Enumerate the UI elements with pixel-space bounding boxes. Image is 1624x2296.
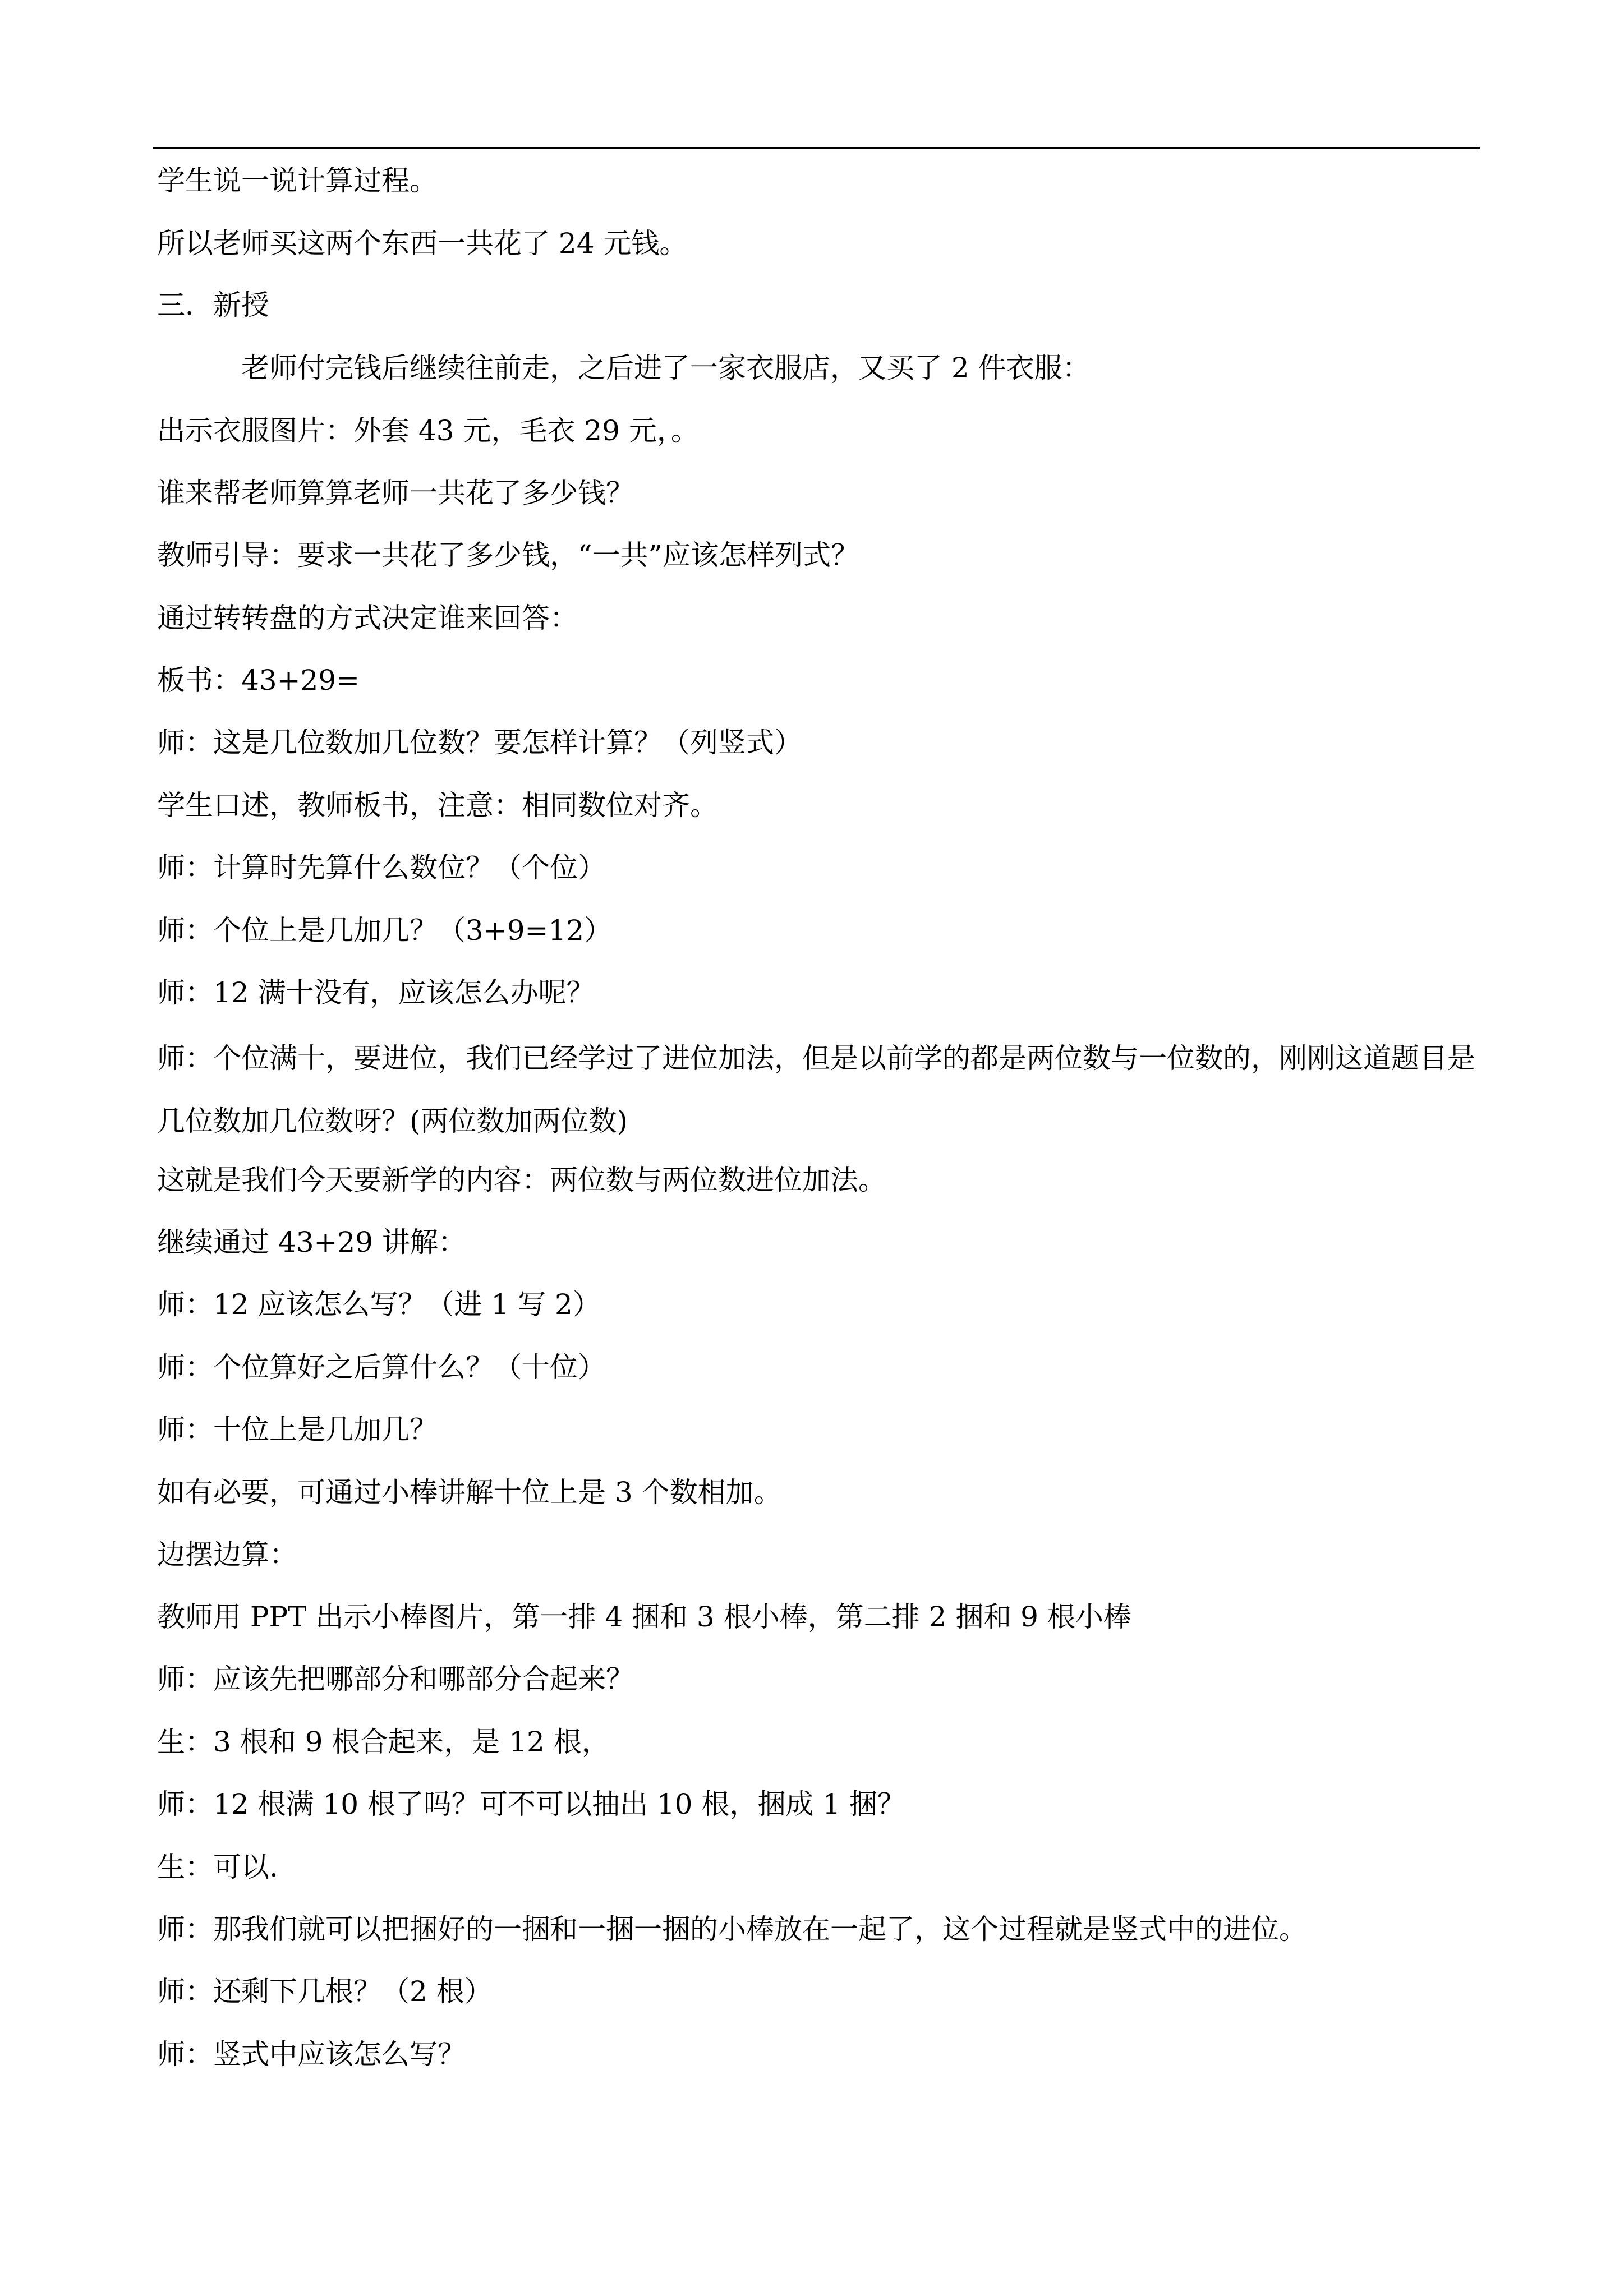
paragraph-line: 这就是我们今天要新学的内容：两位数与两位数进位加法。 [157,1164,886,1196]
paragraph-line: 师：12 应该怎么写？（进 1 写 2） [157,1288,601,1321]
paragraph-line: 师：这是几位数加几位数？要怎样计算？（列竖式） [157,726,802,759]
paragraph-line: 师：计算时先算什么数位？（个位） [157,851,606,884]
header-rule [153,147,1480,149]
paragraph-line: 师：竖式中应该怎么写？ [157,2038,466,2071]
paragraph-line: 谁来帮老师算算老师一共花了多少钱？ [157,477,634,509]
paragraph-line: 边摆边算： [157,1538,297,1571]
section-heading: 三．新授 [157,289,269,321]
paragraph-line: 所以老师买这两个东西一共花了 24 元钱。 [157,227,688,260]
paragraph-line: 如有必要，可通过小棒讲解十位上是 3 个数相加。 [157,1476,782,1509]
paragraph-line: 师：十位上是几加几？ [157,1413,438,1446]
paragraph-line: 师：个位上是几加几？（3+9=12） [157,914,613,947]
paragraph-line: 师：个位算好之后算什么？（十位） [157,1351,606,1384]
paragraph-line: 师：应该先把哪部分和哪部分合起来？ [157,1663,634,1695]
paragraph-line: 继续通过 43+29 讲解： [157,1226,466,1258]
paragraph-line: 师：12 满十没有，应该怎么办呢？ [157,976,595,1009]
paragraph-line: 学生口述，教师板书，注意：相同数位对齐。 [157,789,718,822]
paragraph-line: 教师引导：要求一共花了多少钱，“一共”应该怎样列式？ [157,539,859,571]
paragraph-line: 师：还剩下几根？（2 根） [157,1975,493,2008]
paragraph-line: 师：12 根满 10 根了吗？可不可以抽出 10 根，捆成 1 捆？ [157,1788,905,1820]
paragraph-line: 出示衣服图片：外套 43 元，毛衣 29 元，。 [157,414,699,447]
paragraph-line: 学生说一说计算过程。 [157,164,438,197]
paragraph-line: 师：那我们就可以把捆好的一捆和一捆一捆的小棒放在一起了，这个过程就是竖式中的进位。 [157,1913,1307,1945]
paragraph-line: 通过转转盘的方式决定谁来回答： [157,602,578,634]
paragraph-line: 师：个位满十，要进位，我们已经学过了进位加法，但是以前学的都是两位数与一位数的，刚刚这道题目是几位数加几位数呀？(两位数加两位数) [157,1042,1475,1137]
paragraph-line: 生：3 根和 9 根合起来，是 12 根， [157,1726,610,1758]
paragraph-line: 教师用 PPT 出示小棒图片，第一排 4 捆和 3 根小棒，第二排 2 捆和 9 根小棒 [157,1601,1131,1633]
paragraph-line: 生：可以. [157,1851,278,1883]
paragraph-line: 板书：43+29= [157,664,360,697]
paragraph-line: 老师付完钱后继续往前走，之后进了一家衣服店，又买了 2 件衣服： [241,352,1091,384]
